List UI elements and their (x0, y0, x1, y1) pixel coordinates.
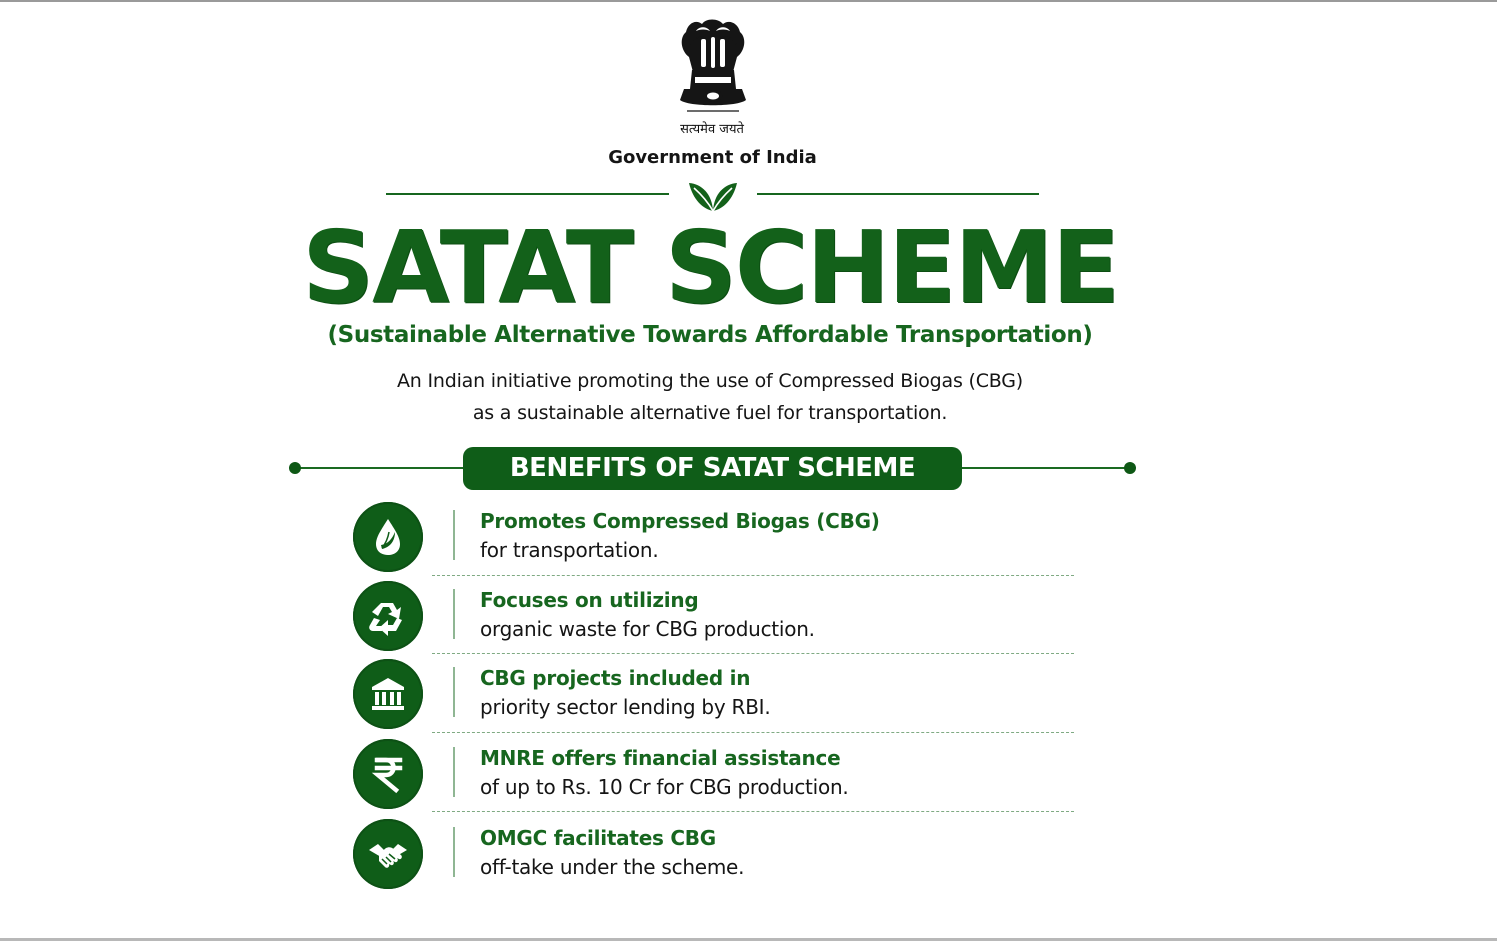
benefit-headline: OMGC facilitates CBG (480, 826, 716, 850)
national-motto: सत्यमेव जयते (680, 122, 744, 137)
benefit-detail: of up to Rs. 10 Cr for CBG production. (480, 775, 849, 799)
benefit-detail: priority sector lending by RBI. (480, 695, 771, 719)
title-rule-left (386, 193, 669, 195)
benefit-separator (432, 653, 1074, 654)
rupee-icon (353, 739, 423, 809)
handshake-icon (353, 819, 423, 889)
benefit-separator (432, 732, 1074, 733)
right-endpoint-dot (1124, 462, 1136, 474)
intro-line-1: An Indian initiative promoting the use of Compressed Biogas (CBG) (396, 370, 1023, 392)
benefit-headline: MNRE offers financial assistance (480, 746, 841, 770)
scheme-introduction (250, 365, 1170, 429)
benefit-divider (453, 589, 455, 639)
benefit-divider (453, 510, 455, 560)
recycle-icon (353, 581, 423, 651)
benefits-heading: BENEFITS OF SATAT SCHEME (463, 447, 962, 490)
benefit-detail: off-take under the scheme. (480, 855, 745, 879)
benefit-headline: Promotes Compressed Biogas (CBG) (480, 509, 880, 533)
benefit-headline: Focuses on utilizing (480, 588, 699, 612)
benefit-separator (432, 575, 1074, 576)
intro-line-2: as a sustainable alternative fuel for transportation. (472, 402, 948, 424)
benefits-rule-left (295, 467, 470, 469)
benefit-detail: for transportation. (480, 538, 659, 562)
benefit-divider (453, 747, 455, 797)
benefit-divider (453, 667, 455, 717)
benefit-divider (453, 827, 455, 877)
government-label: Government of India (608, 147, 817, 168)
left-endpoint-dot (289, 462, 301, 474)
benefit-headline: CBG projects included in (480, 666, 751, 690)
bank-icon (353, 659, 423, 729)
water-drop-icon (353, 502, 423, 572)
benefits-rule-right (955, 467, 1130, 469)
benefit-item (353, 659, 1073, 729)
benefit-item (353, 819, 1073, 889)
benefit-item (353, 739, 1073, 809)
state-emblem-icon (672, 14, 754, 118)
top-border (0, 0, 1497, 2)
benefit-separator (432, 811, 1074, 812)
scheme-title: SATAT SCHEME (302, 209, 1118, 326)
benefit-item (353, 581, 1073, 651)
benefit-detail: organic waste for CBG production. (480, 617, 815, 641)
title-rule-right (757, 193, 1039, 195)
benefit-item (353, 502, 1073, 572)
scheme-subtitle: (Sustainable Alternative Towards Affordable Transportation) (327, 322, 1093, 348)
